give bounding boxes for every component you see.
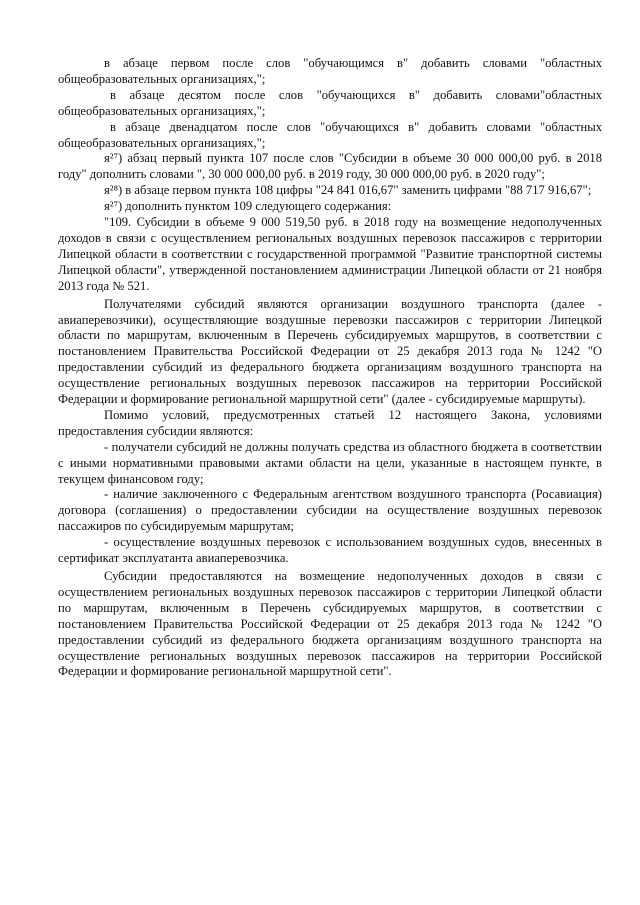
- paragraph-amend-twelfth: в абзаце двенадцатом после слов "обучающихся в" добавить словами "областных общеобразовательных организациях,";: [58, 119, 602, 150]
- paragraph-subsidy-purpose: Субсидии предоставляются на возмещение недополученных доходов в связи с осуществлением региональных воздушных перевозок пассажиров с территории Липецкой области по маршрутам, включенным в Перечень субсидируемых маршрутов, в соответствии с постановлением Правительства Российской Федерации от 25 декабря 2013 года № 1242 "О предоставлении субсидий из федерального бюджета организациям воздушного транспорта на осуществление региональных воздушных перевозок пассажиров на территории Российской Федерации и формирование региональной маршрутной сети".: [58, 569, 602, 679]
- paragraph-item-109-intro: я²⁷) дополнить пунктом 109 следующего содержания:: [104, 199, 392, 214]
- paragraph-condition-2: - наличие заключенного с Федеральным агентством воздушного транспорта (Росавиация) договора (соглашения) о предоставлении субсидии на осуществление воздушных перевозок пассажиров по субсидируемым маршрутам;: [58, 487, 602, 534]
- paragraph-item-108: я²⁸) в абзаце первом пункта 108 цифры "24 841 016,67" заменить цифрами "88 717 916,67";: [104, 183, 592, 198]
- paragraph-conditions-intro: Помимо условий, предусмотренных статьей 12 настоящего Закона, условиями предоставления субсидии являются:: [58, 407, 602, 438]
- paragraph-109-subsidy: "109. Субсидии в объеме 9 000 519,50 руб. в 2018 году на возмещение недополученных доходов в связи с осуществлением региональных воздушных перевозок пассажиров с территории Липецкой области в соответствии с государственной программой "Развитие транспортной системы Липецкой области", утвержденной постановлением администрации Липецкой области от 21 ноября 2013 года № 521.: [58, 215, 602, 293]
- paragraph-condition-3: - осуществление воздушных перевозок с использованием воздушных судов, внесенных в сертификат эксплуатанта авиаперевозчика.: [58, 535, 602, 566]
- paragraph-amend-tenth: в абзаце десятом после слов "обучающихся в" добавить словами"областных общеобразовательных организациях,";: [58, 87, 602, 118]
- paragraph-item-107: я²⁷) абзац первый пункта 107 после слов "Субсидии в объеме 30 000 000,00 руб. в 2018 году" дополнить словами ", 30 000 000,00 руб. в 2019 году, 30 000 000,00 руб. в 2020 году";: [58, 151, 602, 182]
- document-body: [58, 56, 602, 680]
- paragraph-amend-first: в абзаце первом после слов "обучающимся в" добавить словами "областных общеобразовательных организациях,";: [58, 56, 602, 86]
- paragraph-condition-1: - получатели субсидий не должны получать средства из областного бюджета в соответствии с иными нормативными правовыми актами области на цели, указанные в настоящем пункте, в текущем финансовом году;: [58, 439, 602, 486]
- paragraph-recipients: Получателями субсидий являются организации воздушного транспорта (далее - авиаперевозчики), осуществляющие воздушные перевозки пассажиров с территории Липецкой области по маршрутам, включенным в Перечень субсидируемых маршрутов, в соответствии с постановлением Правительства Российской Федерации от 25 декабря 2013 года № 1242 "О предоставлении субсидий из федерального бюджета организациям воздушного транспорта на осуществление региональных воздушных перевозок пассажиров на территории Российской Федерации и формирование региональной маршрутной сети" (далее - субсидируемые маршруты).: [58, 296, 602, 407]
